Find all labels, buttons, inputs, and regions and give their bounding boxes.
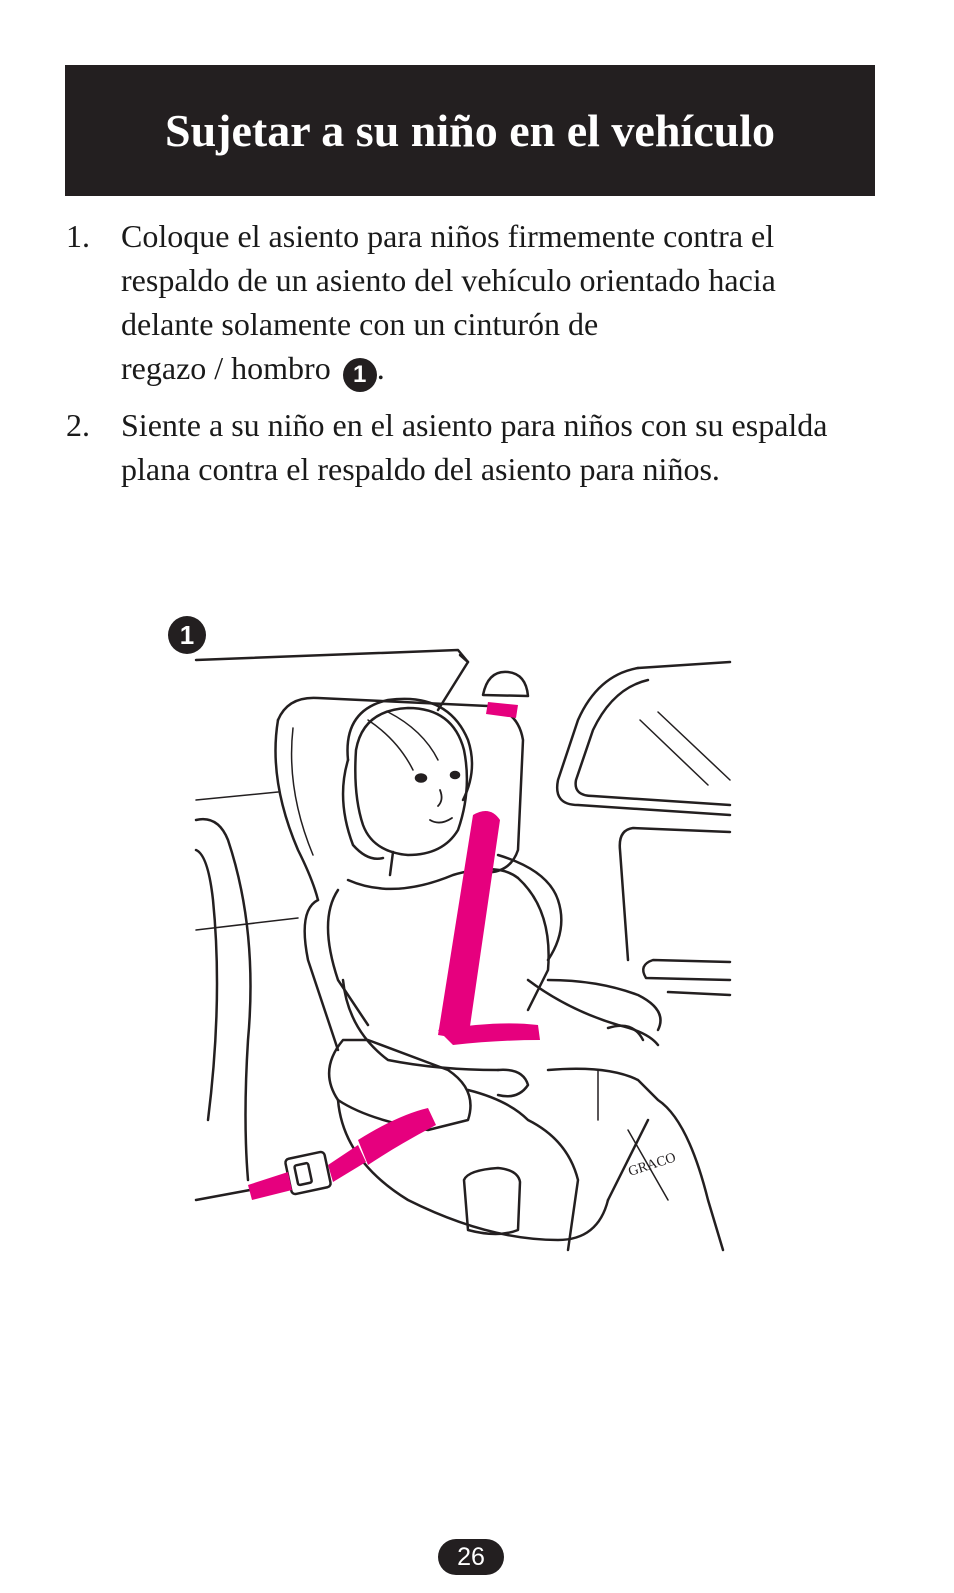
child-hair-strand <box>388 712 438 760</box>
child-eye <box>416 775 426 782</box>
retractor-belt <box>486 702 518 718</box>
step-text: Siente a su niño en el asiento para niños con su espalda plana contra el respaldo del asiento para niños. <box>121 407 828 487</box>
brand-label: GRACO <box>626 1150 678 1180</box>
belt-retractor <box>483 672 528 696</box>
vehicle-seat-contour <box>196 850 217 1120</box>
booster-left-armrest <box>329 1040 470 1130</box>
child-eye <box>451 772 459 778</box>
vehicle-seat-edge <box>196 819 251 1180</box>
page-title: Sujetar a su niño en el vehículo <box>165 105 775 156</box>
shoulder-belt <box>438 811 500 1040</box>
child-nose <box>438 790 442 806</box>
child-hair-strand <box>368 720 413 770</box>
figure-reference-callout: 1 <box>343 358 377 392</box>
rear-window-frame-outer <box>557 668 730 815</box>
step-number: 2. <box>66 407 90 443</box>
booster-seat-illustration <box>168 600 738 1260</box>
booster-back-left <box>305 900 338 1050</box>
page-number: 26 <box>438 1539 504 1575</box>
child-face <box>355 708 467 855</box>
buckle-belt-strap <box>328 1145 366 1182</box>
belt-buckle-slot <box>294 1163 312 1185</box>
belt-buckle <box>285 1151 332 1195</box>
rear-window-frame-inner <box>576 680 730 805</box>
step-suffix: . <box>376 350 385 386</box>
door-panel-line <box>620 828 730 960</box>
step-text: Coloque el asiento para niños firmemente contra el respaldo de un asiento del vehículo orientado hacia delante solamente con un cinturón de <box>121 218 776 342</box>
door-armrest <box>643 960 730 980</box>
booster-back-right <box>498 855 561 960</box>
booster-base-front <box>338 1100 608 1240</box>
booster-cup-holder <box>464 1168 520 1234</box>
window-reflection <box>640 720 708 785</box>
door-trim-line <box>668 992 730 995</box>
step-text-line2: regazo / hombro <box>121 350 331 386</box>
illustration-svg <box>168 600 738 1260</box>
step-1 <box>66 214 866 392</box>
header-bar <box>65 65 875 196</box>
instruction-list <box>66 214 866 502</box>
rear-window-top <box>638 662 730 668</box>
vehicle-seat-line <box>196 792 278 800</box>
child-right-leg <box>548 1069 723 1250</box>
child-right-arm <box>528 980 658 1045</box>
window-reflection <box>658 712 730 780</box>
booster-right-armrest <box>548 980 661 1030</box>
booster-headrest-side <box>276 720 319 900</box>
step-2 <box>66 403 866 491</box>
anchor-belt-strap <box>248 1172 292 1200</box>
child-hair <box>348 699 473 800</box>
vehicle-seat-cushion-line <box>196 1190 250 1200</box>
child-left-hand <box>498 1070 528 1096</box>
booster-headrest-stitch <box>292 728 313 855</box>
child-neck <box>390 852 393 875</box>
figure-callout: 1 <box>168 616 206 654</box>
step-number: 1. <box>66 218 90 254</box>
child-mouth <box>430 818 452 823</box>
